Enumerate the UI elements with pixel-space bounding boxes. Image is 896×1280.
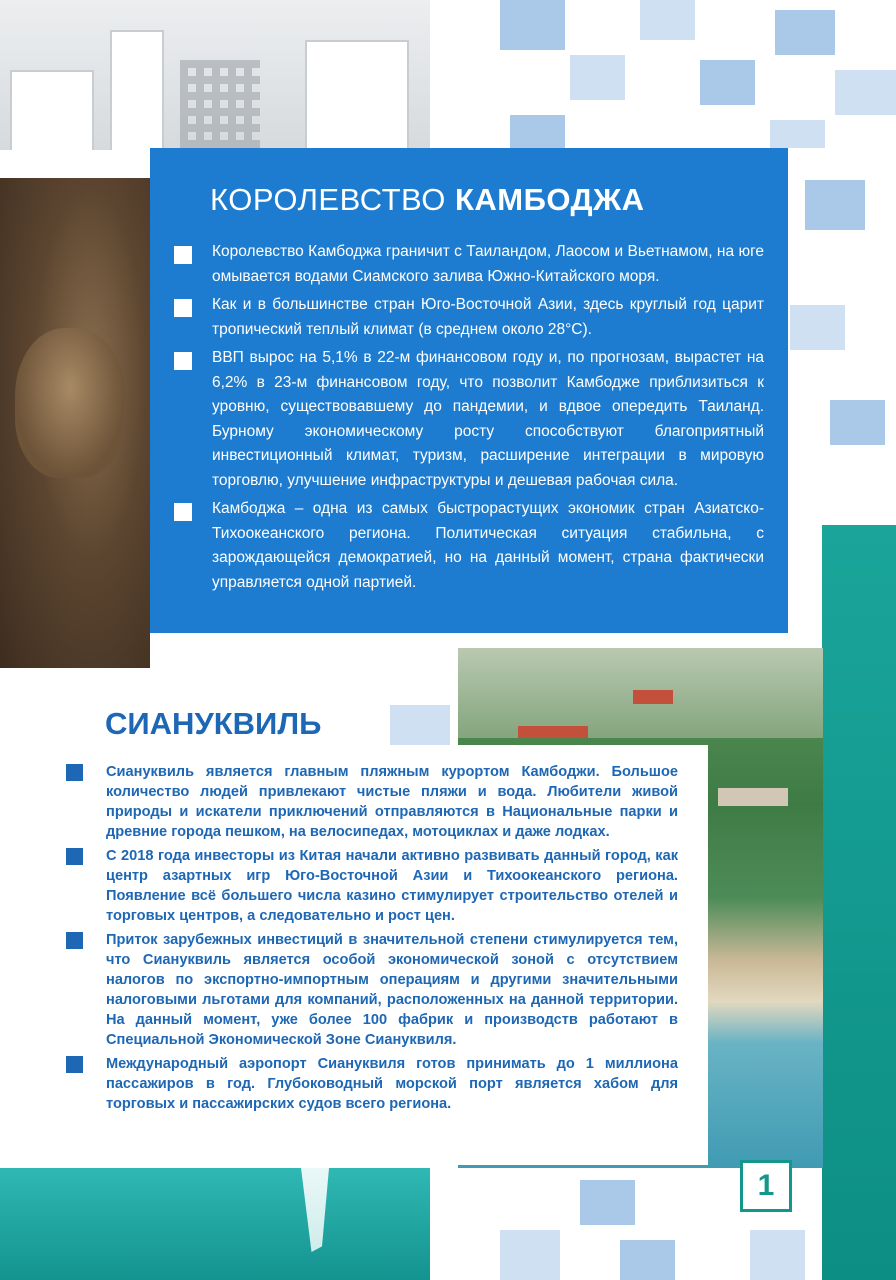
list-item: Международный аэропорт Сиануквиля готов принимать до 1 миллиона пассажиров в год. Глубоководный морской порт является хабом для торговых и пассажирских судов всего региона. — [66, 1054, 678, 1114]
decor-square — [790, 305, 845, 350]
building-photo — [0, 0, 430, 150]
sihanoukville-title: СИАНУКВИЛЬ — [105, 706, 322, 741]
decor-square — [775, 10, 835, 55]
list-item: Камбоджа – одна из самых быстрорастущих экономик стран Азиатско-Тихоокеанского региона. Политическая ситуация стабильна, с зарождающейся демократией, но на данный момент, страна фактически управляется одной партией. — [174, 497, 764, 595]
decor-square — [620, 1240, 675, 1280]
bullet-square-icon — [66, 764, 83, 781]
decor-square — [640, 0, 695, 40]
list-item: Королевство Камбоджа граничит с Таиландом, Лаосом и Вьетнамом, на юге омывается водами Сиамского залива Южно-Китайского моря. — [174, 240, 764, 289]
title-bold: КАМБОДЖА — [454, 182, 645, 217]
cambodia-title — [210, 182, 645, 218]
decor-square — [750, 1230, 805, 1280]
decor-square — [580, 1180, 635, 1225]
decor-square — [835, 70, 896, 115]
page-number: 1 — [740, 1160, 792, 1212]
bullet-square-icon — [174, 246, 192, 264]
cambodia-bullet-list — [174, 240, 764, 599]
decor-square — [700, 60, 755, 105]
decor-square — [500, 0, 565, 50]
jetski-sea-photo — [0, 1168, 430, 1280]
teal-side-bar — [822, 525, 896, 1280]
decor-square — [500, 1230, 560, 1280]
decor-square — [510, 115, 565, 148]
sihanoukville-bullet-list — [66, 762, 678, 1118]
title-light: КОРОЛЕВСТВО — [210, 182, 446, 217]
list-item: ВВП вырос на 5,1% в 22-м финансовом году и, по прогнозам, вырастет на 6,2% в 23-м финансовом году, что позволит Камбодже приблизиться к уровню, существовавшему до пандемии, и вдвое опередить Таиланд. Бурному экономическому росту способствуют благоприятный инвестиционный климат, туризм, расширение интеграции в мировую торговлю, улучшение инфраструктуры и дешевая рабочая сила. — [174, 346, 764, 493]
list-item: Приток зарубежных инвестиций в значительной степени стимулируется тем, что Сиануквиль является особой экономической зоной с отсутствием налогов по экспортно-импортным операциям и другими значительными налоговыми льготами для компаний, расположенных на данной территории. На данный момент, уже более 100 фабрик и производств работают в Специальной Экономической Зоне Сиануквиля. — [66, 930, 678, 1050]
bullet-square-icon — [66, 932, 83, 949]
bullet-square-icon — [174, 352, 192, 370]
list-item: С 2018 года инвесторы из Китая начали активно развивать данный город, как центр азартных игр Юго-Восточной Азии и Тихоокеанского региона. Появление всё большего числа казино стимулирует строительство отелей и торговых центров, а следовательно и рост цен. — [66, 846, 678, 926]
bullet-square-icon — [66, 848, 83, 865]
decor-square — [570, 55, 625, 100]
temple-photo — [0, 178, 150, 668]
bullet-square-icon — [66, 1056, 83, 1073]
list-item: Сиануквиль является главным пляжным курортом Камбоджи. Большое количество людей привлекают чистые пляжи и вода. Любители живой природы и искатели приключений отправляются в Национальные парки и древние города пешком, на велосипедах, мотоциклах и даже лодках. — [66, 762, 678, 842]
decor-square — [805, 180, 865, 230]
decor-square — [830, 400, 885, 445]
list-item: Как и в большинстве стран Юго-Восточной Азии, здесь круглый год царит тропический теплый климат (в среднем около 28°С). — [174, 293, 764, 342]
bullet-square-icon — [174, 503, 192, 521]
decor-square — [390, 705, 450, 750]
bullet-square-icon — [174, 299, 192, 317]
decor-square — [770, 120, 825, 148]
